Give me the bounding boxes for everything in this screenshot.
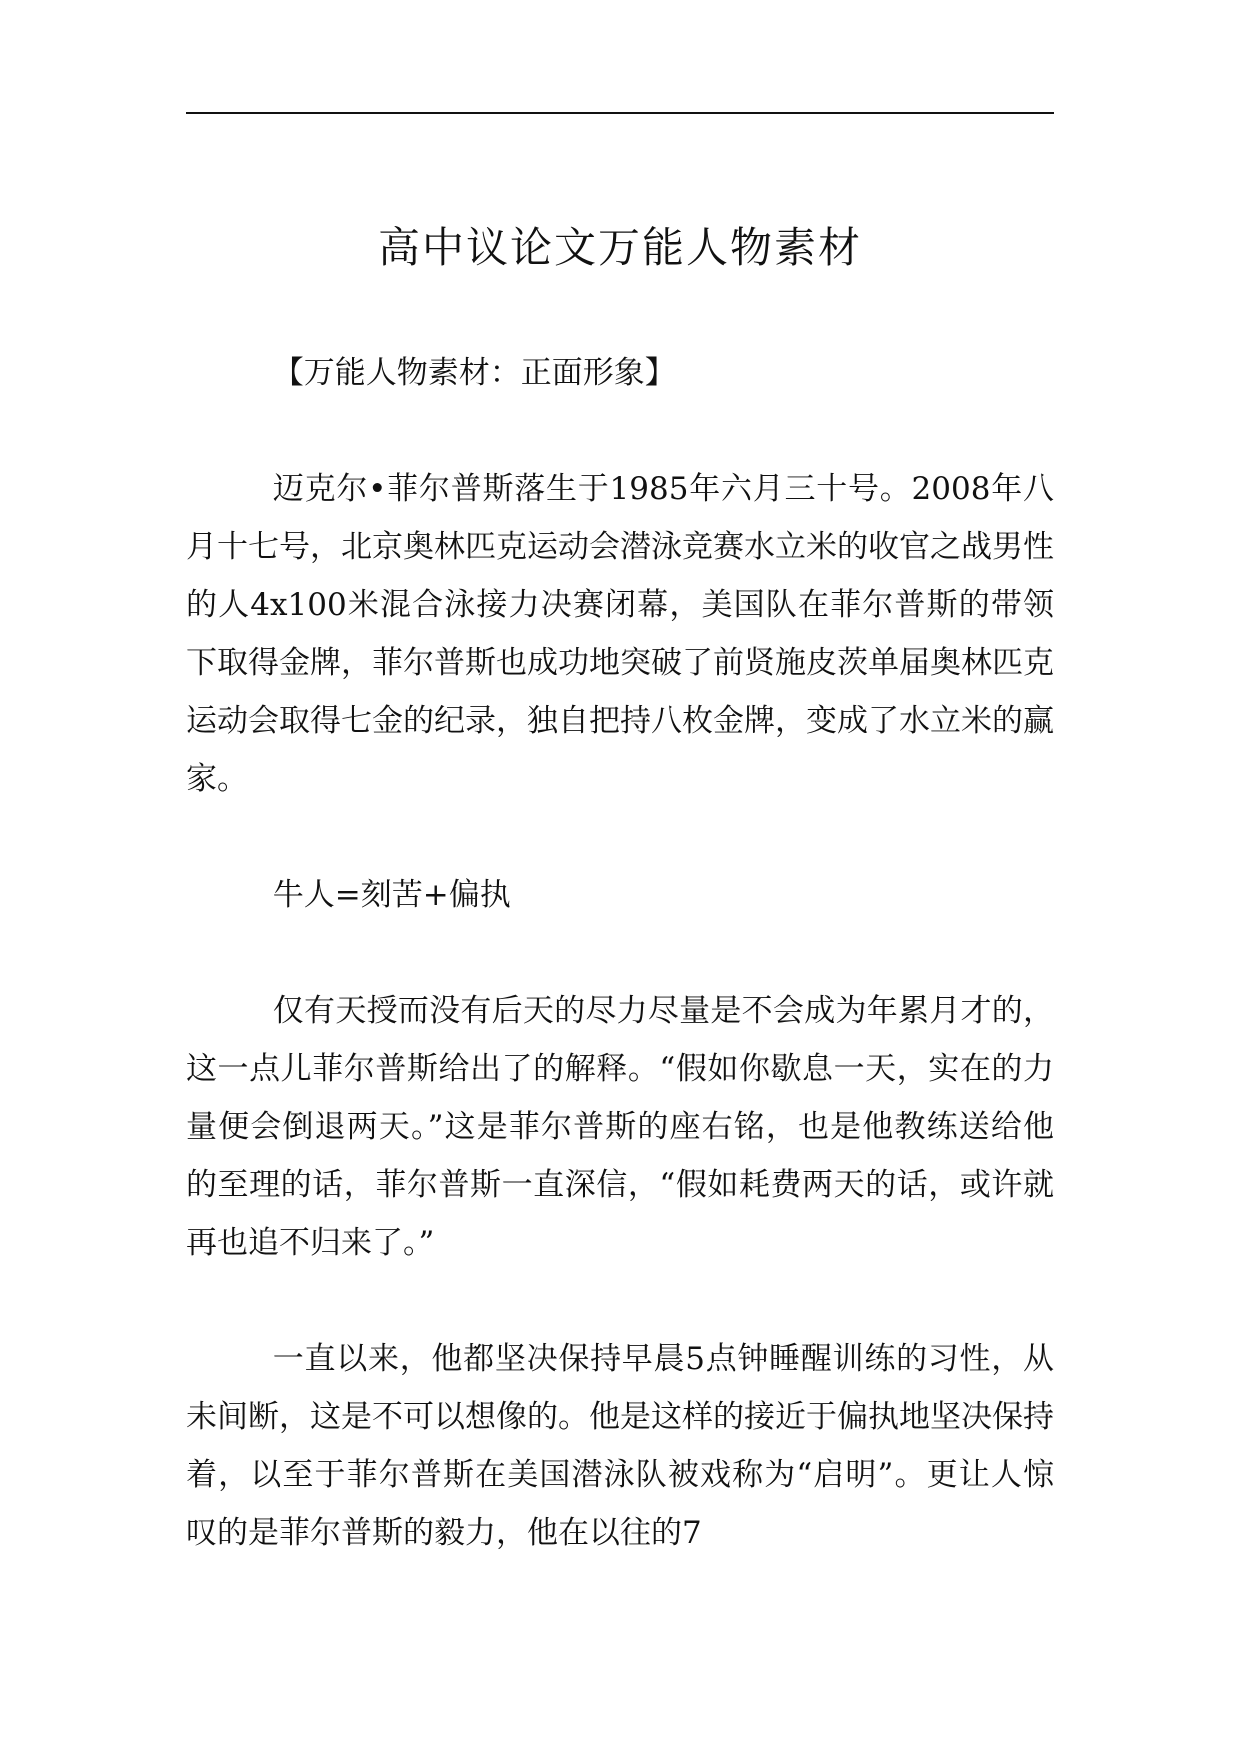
header-rule	[186, 112, 1054, 114]
paragraph-habit: 一直以来，他都坚决保持早晨5点钟睡醒训练的习性，从未间断，这是不可以想像的。他是这样的接近于偏执地坚决保持着，以至于菲尔普斯在美国潜泳队被戏称为“启明”。更让人惊叹的是菲尔普斯的毅力，他在以往的7	[186, 1341, 1054, 1551]
document-body	[186, 344, 1054, 1620]
paragraph-subheading: 牛人=刻苦+偏执	[272, 877, 511, 913]
paragraph-effort: 仅有天授而没有后天的尽力尽量是不会成为年累月才的，这一点儿菲尔普斯给出了的解释。“假如你歇息一天，实在的力量便会倒退两天。”这是菲尔普斯的座右铭，也是他教练送给他的至理的话，菲尔普斯一直深信，“假如耗费两天的话，或许就再也追不归来了。”	[186, 993, 1054, 1261]
paragraph-phelps-intro: 迈克尔•菲尔普斯落生于1985年六月三十号。2008年八月十七号，北京奥林匹克运动会潜泳竞赛水立米的收官之战男性的人4x100米混合泳接力决赛闭幕，美国队在菲尔普斯的带领下取得金牌，菲尔普斯也成功地突破了前贤施皮茨单届奥林匹克运动会取得七金的纪录，独自把持八枚金牌，变成了水立米的赢家。	[186, 471, 1054, 797]
section-heading-positive-image: 【万能人物素材：正面形象】	[272, 355, 676, 391]
document-title: 高中议论文万能人物素材	[377, 223, 862, 272]
